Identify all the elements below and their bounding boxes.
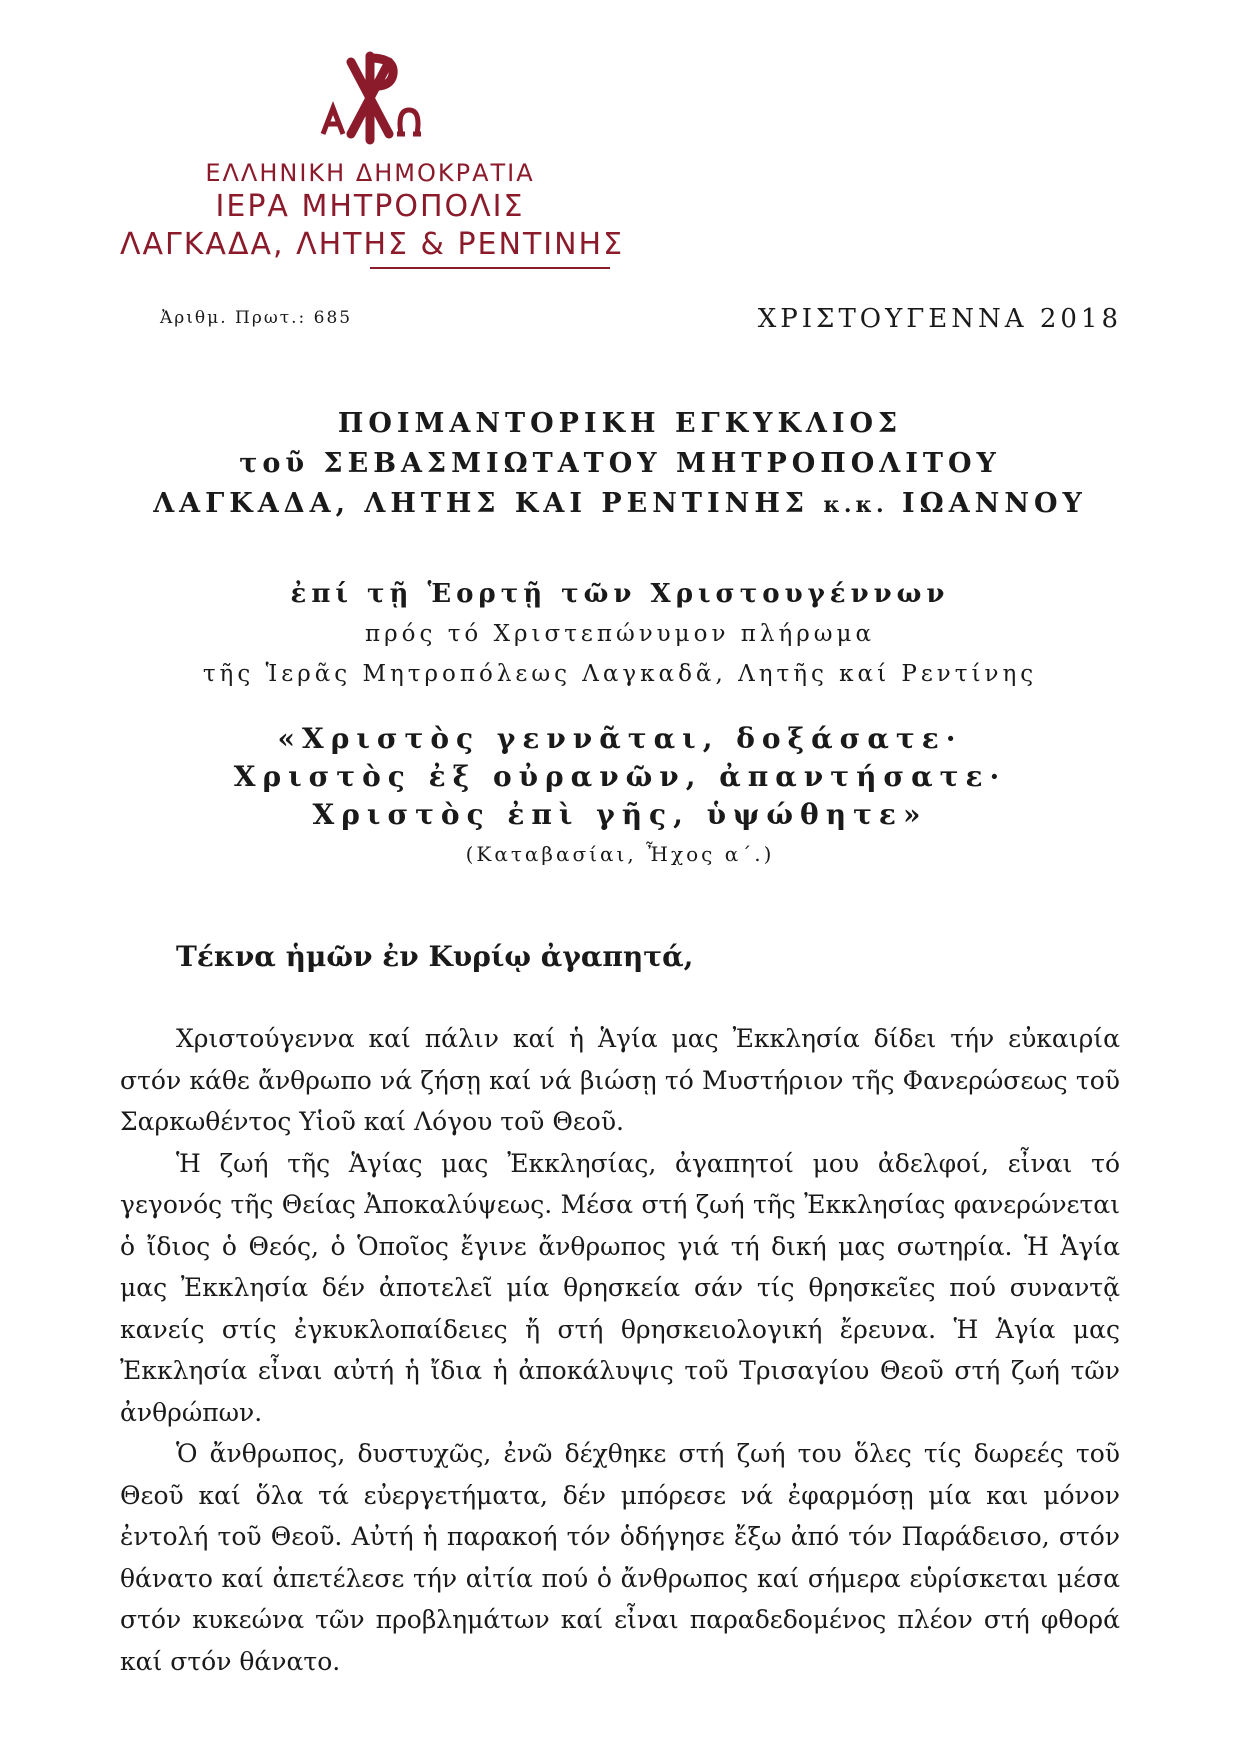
hymn-line-1: «Χριστὸς γεννᾶται, δοξάσατε· (277, 722, 963, 755)
title-line-2: τοῦ ΣΕΒΑΣΜΙΩΤΑΤΟΥ ΜΗΤΡΟΠΟΛΙΤΟΥ (239, 448, 1001, 479)
body-text (120, 1018, 1120, 1682)
title-line-3 (0, 484, 1240, 525)
title-line-3-name: ΙΩΑΝΝΟΥ (887, 488, 1087, 519)
crest-divider (370, 267, 610, 269)
feast-title: ἐπί τῇ Ἑορτῇ τῶν Χριστουγέννων (290, 579, 950, 609)
document-date: ΧΡΙΣΤΟΥΓΕΝΝΑ 2018 (757, 304, 1122, 334)
crest-line-diocese: ΛΑΓΚΑΔΑ, ΛΗΤΗΣ & ΡΕΝΤΙΝΗΣ (120, 226, 625, 262)
hymn-line-2: Χριστὸς ἐξ οὐρανῶν, ἀπαντήσατε· (233, 760, 1007, 793)
protocol-number: Ἀριθμ. Πρωτ.: 685 (160, 308, 353, 328)
hymn-source: (Καταβασίαι, Ἦχος α΄.) (465, 842, 775, 866)
title-line-1: ΠΟΙΜΑΝΤΟΡΙΚΗ ΕΓΚΥΚΛΙΟΣ (337, 408, 903, 439)
feast-heading (0, 574, 1240, 694)
encyclical-title (0, 404, 1240, 525)
crest-line-metropolis: ΙΕΡΑ ΜΗΤΡΟΠΟΛΙΣ (215, 189, 525, 224)
salutation: Τέκνα ἡμῶν ἐν Κυρίῳ ἀγαπητά, (176, 940, 694, 973)
feast-addressee-1: πρός τό Χριστεπώνυμον πλήρωμα (365, 621, 875, 647)
feast-addressee-2: τῆς Ἱερᾶς Μητροπόλεως Λαγκαδᾶ, Λητῆς καί Ρεντίνης (202, 661, 1038, 687)
hymn-line-3: Χριστὸς ἐπὶ γῆς, ὑψώθητε» (312, 798, 928, 831)
chi-rho-emblem-icon (315, 48, 425, 148)
hymn-epigraph (0, 720, 1240, 872)
body-paragraph-3: Ὁ ἄνθρωπος, δυστυχῶς, ἐνῶ δέχθηκε στή ζωή του ὅλες τίς δωρεές τοῦ Θεοῦ καί ὅλα τά εὐεργετήματα, δέν μπόρεσε νά ἐφαρμόσῃ μία και μόνον ἐντολή τοῦ Θεοῦ. Αὐτή ἡ παρακοή τόν ὁδήγησε ἔξω ἀπό τόν Παράδεισο, στόν θάνατο καί ἀπετέλεσε τήν αἰτία πού ὁ ἄνθρωπος καί σήμερα εὑρίσκεται μέσα στόν κυκεώνα τῶν προβλημάτων καί εἶναι παραδεδομένος πλέον στή φθορά καί στόν θάνατο. (120, 1439, 1120, 1676)
title-line-3-honorific: κ.κ. (823, 492, 888, 518)
letterhead-crest (120, 48, 625, 269)
body-paragraph-2: Ἡ ζωή τῆς Ἁγίας μας Ἐκκλησίας, ἀγαπητοί μου ἀδελφοί, εἶναι τό γεγονός τῆς Θείας Ἀποκαλύψεως. Μέσα στή ζωή τῆς Ἐκκλησίας φανερώνεται ὁ ἴδιος ὁ Θεός, ὁ Ὁποῖος ἔγινε ἄνθρωπος γιά τή δική μας σωτηρία. Ἡ Ἁγία μας Ἐκκλησία δέν ἀποτελεῖ μία θρησκεία σάν τίς θρησκεῖες πού συναντᾷ κανείς στίς ἐγκυκλοπαίδειες ἤ στή θρησκειολογική ἔρευνα. Ἡ Ἁγία μας Ἐκκλησία εἶναι αὐτή ἡ ἴδια ἡ ἀποκάλυψις τοῦ Τρισαγίου Θεοῦ στή ζωή τῶν ἀνθρώπων. (120, 1148, 1120, 1427)
body-paragraph-1: Χριστούγεννα καί πάλιν καί ἡ Ἁγία μας Ἐκκλησία δίδει τήν εὐκαιρία στόν κάθε ἄνθρωπο νά ζήσῃ καί νά βιώσῃ τό Μυστήριον τῆς Φανερώσεως τοῦ Σαρκωθέντος Υἱοῦ καί Λόγου τοῦ Θεοῦ. (120, 1024, 1120, 1136)
crest-line-republic: ΕΛΛΗΝΙΚΗ ΔΗΜΟΚΡΑΤΙΑ (205, 159, 535, 187)
title-line-3-main: ΛΑΓΚΑΔΑ, ΛΗΤΗΣ ΚΑΙ ΡΕΝΤΙΝΗΣ (153, 488, 824, 519)
